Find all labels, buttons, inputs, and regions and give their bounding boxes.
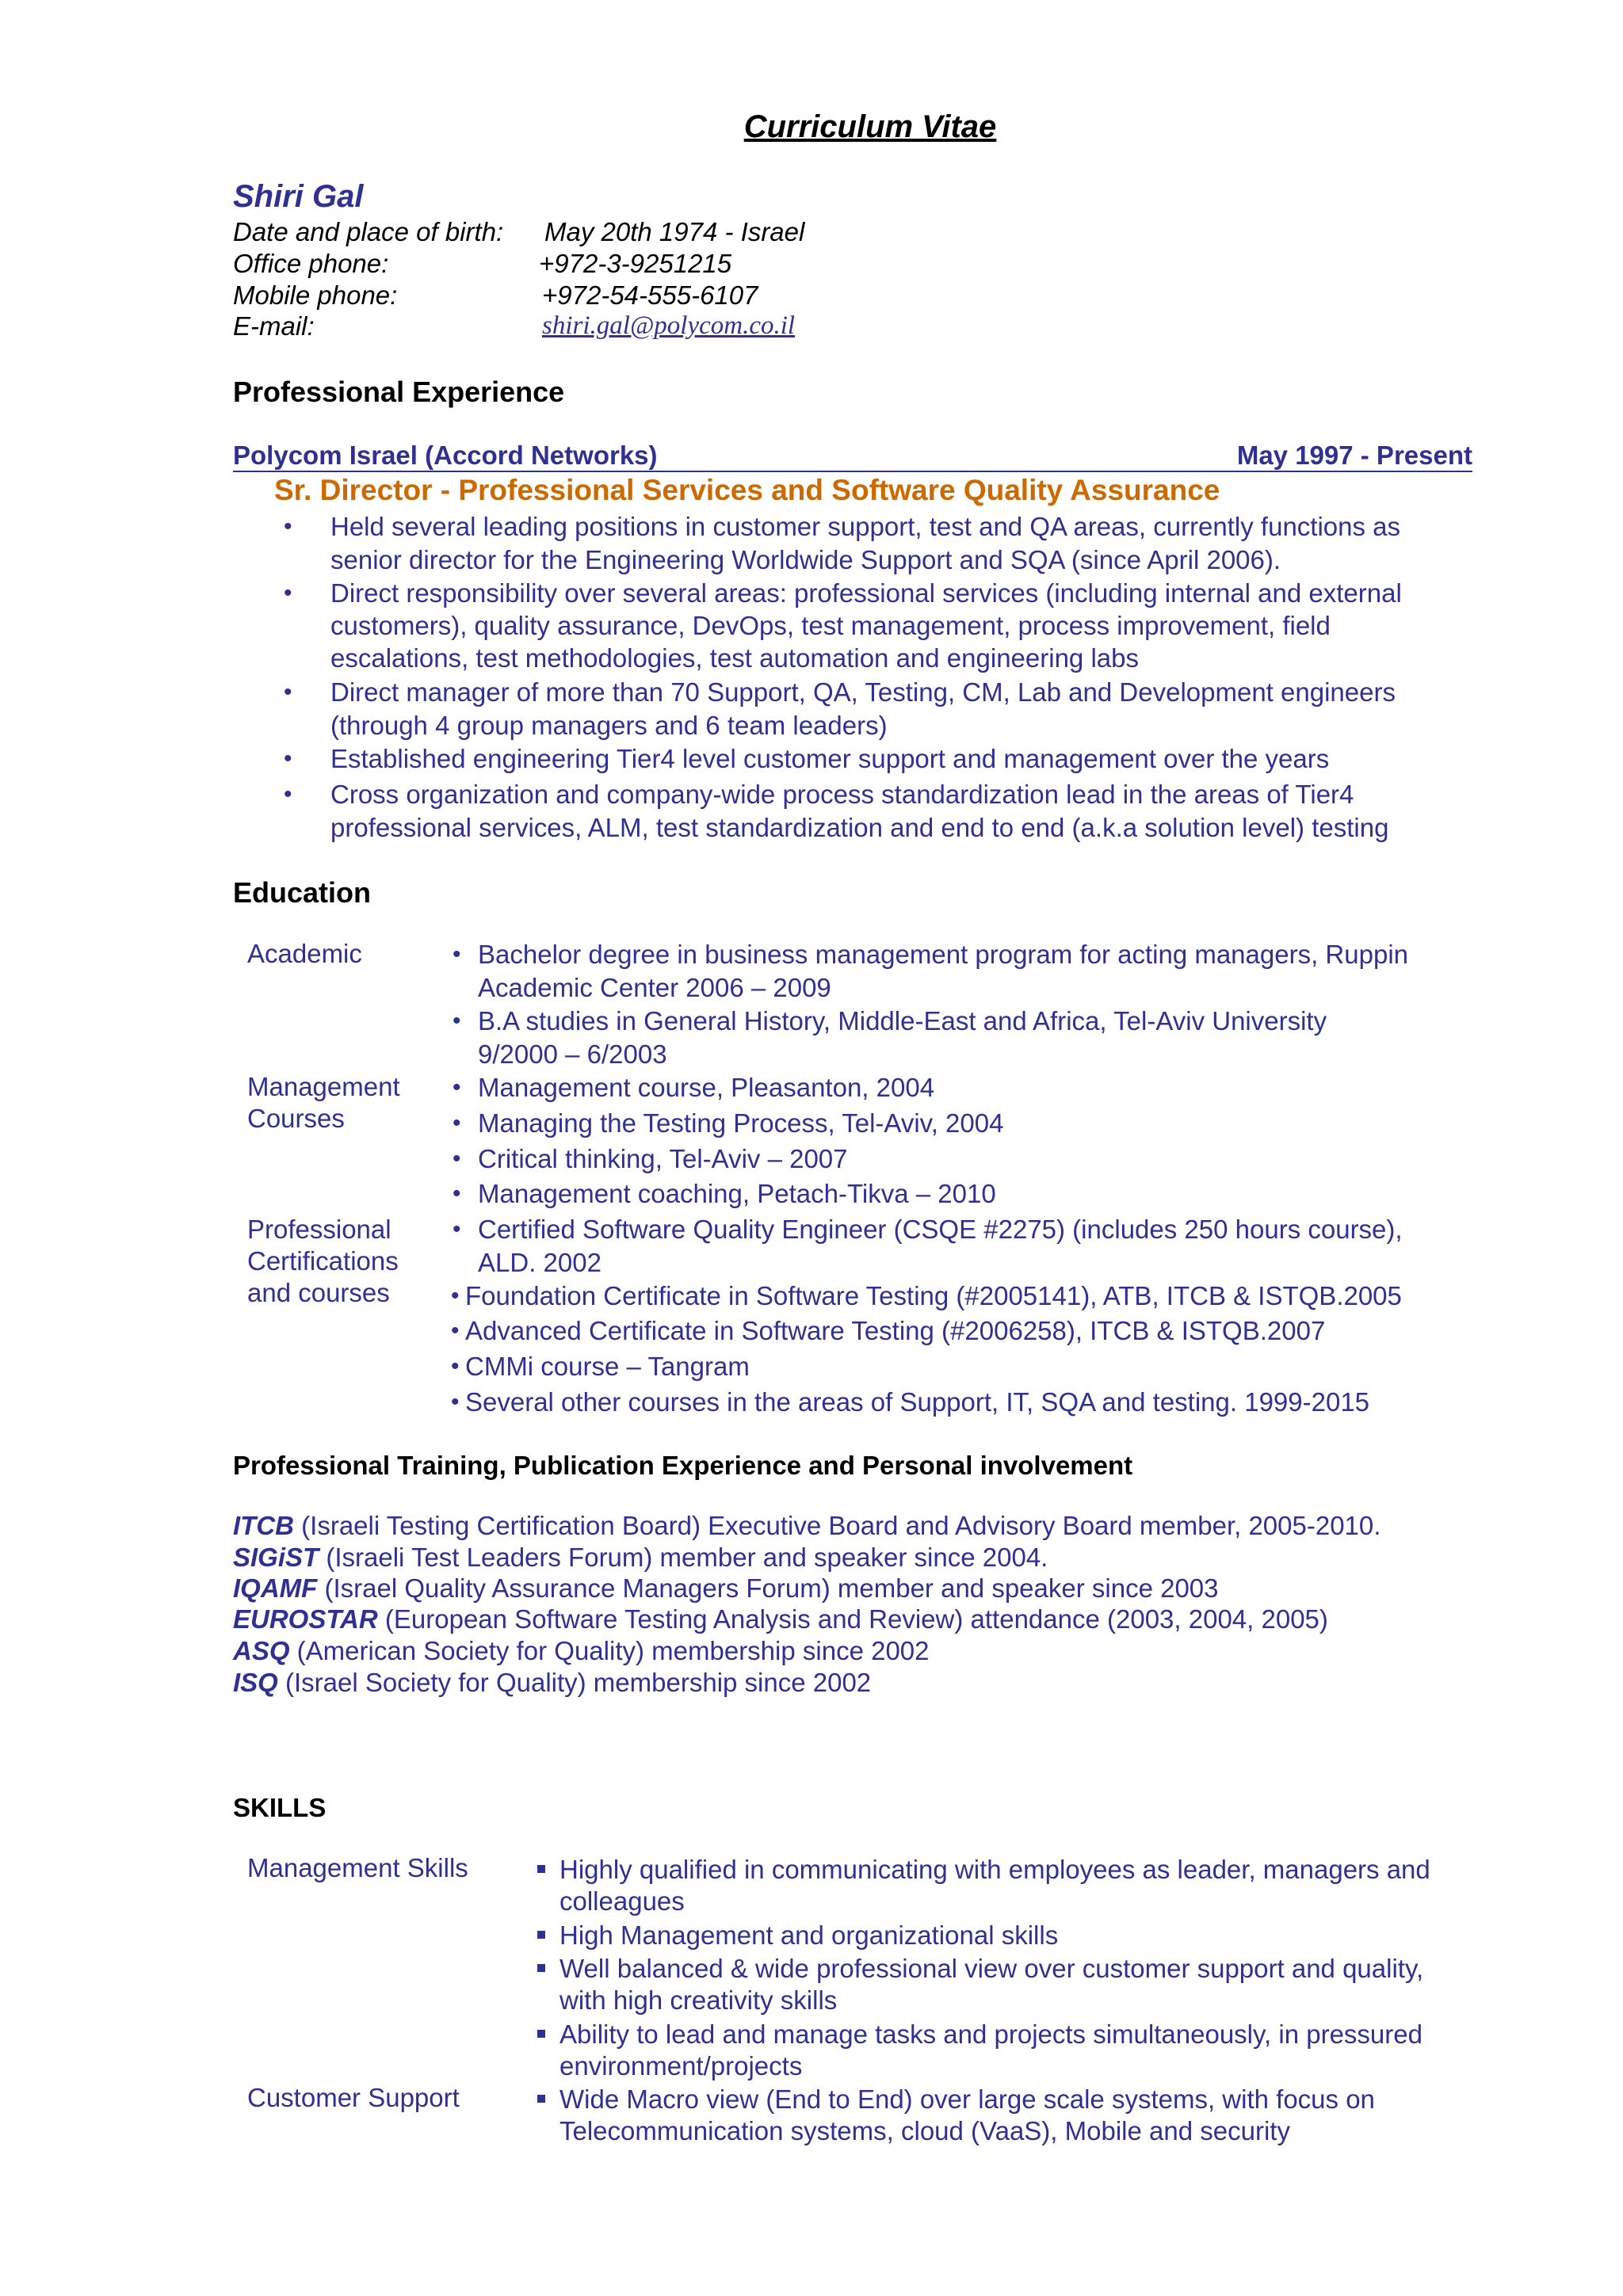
- certification-1-line-1: Certified Software Quality Engineer (CSQE #2275) (includes 250 hours course),: [478, 1215, 1403, 1244]
- training-item-asq: [233, 1636, 930, 1666]
- org-description: (American Society for Quality) membership since 2002: [289, 1636, 930, 1665]
- bullet-dot: •: [453, 1216, 461, 1242]
- bullet-dot: •: [453, 1146, 461, 1172]
- support-skill-1-line-2: Telecommunication systems, cloud (VaaS), Mobile and security: [559, 2116, 1290, 2145]
- org-abbrev: SIGiST: [233, 1543, 319, 1572]
- document-title: Curriculum Vitae: [743, 109, 997, 144]
- bullet-dot: •: [453, 1110, 461, 1136]
- academic-item-1-line-2: Academic Center 2006 – 2009: [478, 973, 831, 1002]
- management-course-3: Critical thinking, Tel-Aviv – 2007: [478, 1144, 848, 1173]
- training-item-itcb: [233, 1511, 1381, 1541]
- certification-2: Foundation Certificate in Software Testing (#2005141), ATB, ITCB & ISTQB.2005: [465, 1281, 1402, 1310]
- mgmt-skill-1-line-1: Highly qualified in communicating with employees as leader, managers and: [559, 1855, 1430, 1884]
- bullet-dot: •: [451, 1353, 460, 1379]
- bullet-dot: •: [451, 1389, 460, 1415]
- org-abbrev: EUROSTAR: [233, 1604, 378, 1634]
- customer-support-label: Customer Support: [247, 2083, 460, 2112]
- bullet-dot: •: [453, 1008, 461, 1034]
- experience-heading: Professional Experience: [233, 376, 565, 408]
- office-phone-value: +972-3-9251215: [539, 249, 732, 278]
- exp-bullet-1-line-2: senior director for the Engineering Worldwide Support and SQA (since April 2006).: [330, 545, 1281, 574]
- birth-label: Date and place of birth:: [233, 217, 504, 246]
- management-courses-label-line-2: Courses: [247, 1104, 345, 1133]
- training-item-isq: [233, 1668, 871, 1698]
- management-courses-label-line-1: Management: [247, 1072, 400, 1101]
- square-bullet: [537, 1865, 545, 1873]
- square-bullet: [537, 2095, 545, 2103]
- email-label: E-mail:: [233, 311, 315, 341]
- academic-item-2-line-2: 9/2000 – 6/2003: [478, 1039, 667, 1069]
- skills-heading: SKILLS: [233, 1793, 327, 1822]
- exp-bullet-2-line-2: customers), quality assurance, DevOps, test management, process improvement, field: [330, 611, 1331, 640]
- bullet-dot: •: [453, 941, 461, 967]
- org-abbrev: ITCB: [233, 1511, 294, 1540]
- square-bullet: [537, 1964, 545, 1972]
- management-course-4: Management coaching, Petach-Tikva – 2010: [478, 1179, 996, 1208]
- org-description: (European Software Testing Analysis and Review) attendance (2003, 2004, 2005): [377, 1604, 1328, 1634]
- bullet-dot: •: [284, 746, 292, 772]
- square-bullet: [537, 2030, 545, 2038]
- company-line: [233, 441, 1472, 472]
- mgmt-skill-1-line-2: colleagues: [559, 1886, 685, 1916]
- management-course-2: Managing the Testing Process, Tel-Aviv, 2004: [478, 1108, 1004, 1138]
- bullet-dot: •: [453, 1180, 461, 1207]
- mobile-phone-value: +972-54-555-6107: [542, 280, 758, 310]
- exp-bullet-4-line-1: Established engineering Tier4 level customer support and management over the years: [330, 744, 1330, 773]
- professional-label-line-1: Professional: [247, 1215, 391, 1244]
- email-link[interactable]: shiri.gal@polycom.co.il: [542, 311, 796, 340]
- training-heading: Professional Training, Publication Experience and Personal involvement: [233, 1451, 1133, 1480]
- office-phone-label: Office phone:: [233, 249, 389, 278]
- job-role: Sr. Director - Professional Services and Software Quality Assurance: [274, 474, 1220, 506]
- certification-4: CMMi course – Tangram: [465, 1352, 750, 1381]
- bullet-dot: •: [284, 580, 292, 606]
- certification-1-line-2: ALD. 2002: [478, 1248, 601, 1277]
- management-skills-label: Management Skills: [247, 1853, 468, 1882]
- bullet-dot: •: [451, 1318, 460, 1344]
- exp-bullet-5-line-1: Cross organization and company-wide process standardization lead in the areas of Tier4: [330, 780, 1354, 809]
- bullet-dot: •: [284, 513, 292, 540]
- bullet-dot: •: [451, 1283, 460, 1309]
- exp-bullet-3-line-2: (through 4 group managers and 6 team leaders): [330, 711, 888, 740]
- mgmt-skill-4-line-2: environment/projects: [559, 2051, 803, 2081]
- exp-bullet-3-line-1: Direct manager of more than 70 Support, QA, Testing, CM, Lab and Development engineers: [330, 677, 1396, 707]
- exp-bullet-5-line-2: professional services, ALM, test standardization and end to end (a.k.a solution level) testing: [330, 813, 1389, 842]
- training-item-sigist: [233, 1543, 1048, 1573]
- org-abbrev: ISQ: [233, 1668, 278, 1697]
- org-abbrev: IQAMF: [233, 1573, 318, 1603]
- mobile-phone-label: Mobile phone:: [233, 280, 398, 310]
- mgmt-skill-3-line-2: with high creativity skills: [559, 1985, 838, 2015]
- training-item-eurostar: [233, 1604, 1328, 1634]
- certification-3: Advanced Certificate in Software Testing (#2006258), ITCB & ISTQB.2007: [465, 1316, 1326, 1345]
- exp-bullet-1-line-1: Held several leading positions in customer support, test and QA areas, currently functions as: [330, 512, 1401, 541]
- academic-item-2-line-1: B.A studies in General History, Middle-East and Africa, Tel-Aviv University: [478, 1006, 1327, 1035]
- education-heading: Education: [233, 876, 372, 909]
- mgmt-skill-3-line-1: Well balanced & wide professional view over customer support and quality,: [559, 1954, 1424, 1983]
- exp-bullet-2-line-1: Direct responsibility over several areas: professional services (including internal and external: [330, 578, 1402, 608]
- bullet-dot: •: [284, 781, 292, 807]
- professional-label-line-3: and courses: [247, 1278, 390, 1307]
- bullet-dot: •: [453, 1074, 461, 1100]
- bullet-dot: •: [284, 679, 292, 705]
- org-description: (Israeli Test Leaders Forum) member and speaker since 2004.: [319, 1543, 1048, 1572]
- org-description: (Israel Society for Quality) membership since 2002: [277, 1668, 872, 1697]
- mgmt-skill-4-line-1: Ability to lead and manage tasks and projects simultaneously, in pressured: [559, 2019, 1423, 2049]
- certification-5: Several other courses in the areas of Support, IT, SQA and testing. 1999-2015: [465, 1387, 1370, 1417]
- exp-bullet-2-line-3: escalations, test methodologies, test automation and engineering labs: [330, 643, 1139, 673]
- management-course-1: Management course, Pleasanton, 2004: [478, 1073, 935, 1102]
- org-abbrev: ASQ: [233, 1636, 290, 1665]
- mgmt-skill-2-line-1: High Management and organizational skills: [559, 1920, 1059, 1950]
- org-description: (Israeli Testing Certification Board) Executive Board and Advisory Board member, 2005-2010.: [294, 1511, 1381, 1540]
- academic-item-1-line-1: Bachelor degree in business management program for acting managers, Ruppin: [478, 940, 1408, 969]
- company-name: Polycom Israel (Accord Networks): [233, 441, 658, 470]
- professional-label-line-2: Certifications: [247, 1246, 399, 1276]
- employment-dates: May 1997 - Present: [1236, 441, 1472, 470]
- academic-label: Academic: [247, 939, 362, 968]
- person-name: Shiri Gal: [233, 179, 364, 214]
- org-description: (Israel Quality Assurance Managers Forum) member and speaker since 2003: [317, 1573, 1219, 1603]
- birth-value: May 20th 1974 - Israel: [544, 217, 805, 246]
- training-item-iqamf: [233, 1573, 1219, 1604]
- support-skill-1-line-1: Wide Macro view (End to End) over large scale systems, with focus on: [559, 2084, 1375, 2114]
- square-bullet: [537, 1931, 545, 1939]
